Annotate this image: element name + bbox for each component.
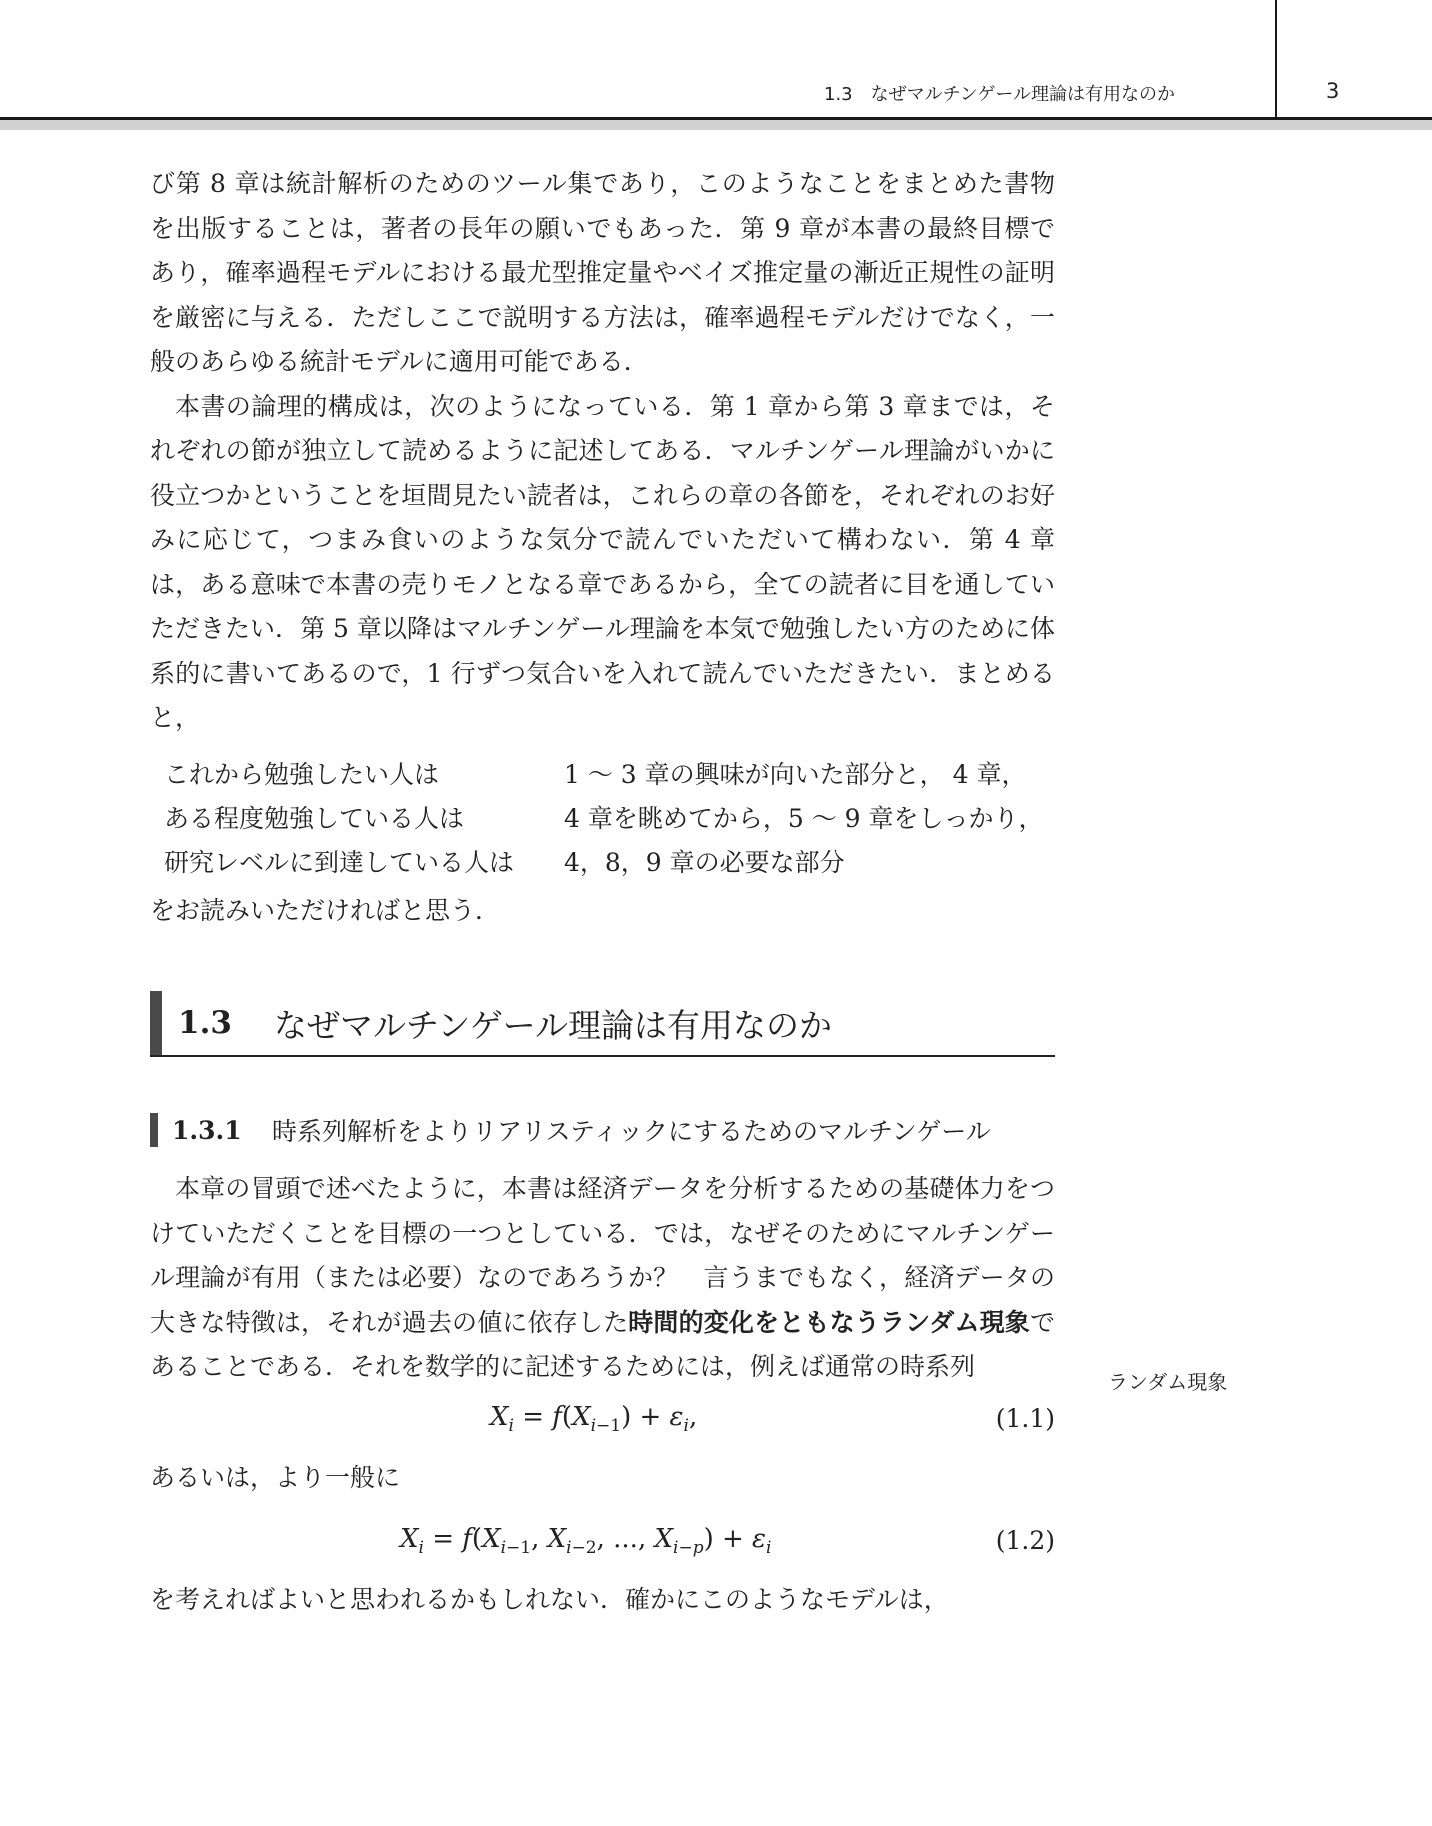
body-text: 本章の冒頭で述べたように，本書は経済データを分析するための基礎体力をつけていただくことを目標の一つとしている．では，なぜそのためにマルチンゲール理論が有用（または必要）なのであろうか？ 言うまでもなく，経済データの大きな特徴は，それが過去の値に依存した — [150, 1174, 1055, 1337]
equation-1-1 — [150, 1392, 1055, 1450]
margin-note: ランダム現象 — [1108, 1370, 1228, 1394]
equation-formula: $X_i = f(X_{i-1}) + \varepsilon_i$, — [490, 1401, 698, 1436]
table-row — [164, 795, 1044, 839]
equation-1-2 — [150, 1514, 1055, 1572]
table-row — [164, 839, 1044, 883]
section-heading — [150, 991, 1055, 1057]
section-number: 1.3 — [178, 1005, 232, 1041]
reader-guide-table — [164, 751, 1044, 883]
section-title: なぜマルチンゲール理論は有用なのか — [274, 1005, 833, 1045]
subsection-number: 1.3.1 — [172, 1115, 242, 1145]
header-divider — [1275, 0, 1277, 118]
body-paragraph-1 — [150, 1167, 1055, 1390]
recommended-chapters: 1 〜 3 章の興味が向いた部分と， 4 章， — [564, 759, 1027, 789]
reader-level: ある程度勉強している人は — [164, 803, 465, 833]
running-title: 1.3 なぜマルチンゲール理論は有用なのか — [824, 84, 1176, 105]
subsection-title: 時系列解析をよりリアリスティックにするためのマルチンゲール — [272, 1117, 991, 1146]
equation-number: (1.1) — [995, 1403, 1055, 1433]
intro-paragraph-1: び第 8 章は統計解析のためのツール集であり，このようなことをまとめた書物を出版することは，著者の長年の願いでもあった．第 9 章が本書の最終目標であり，確率過程モデルにおける最尤型推定量やベイズ推定量の漸近正規性の証明を厳密に与える．ただしここで説明する方法は，確率過程モデルだけでなく，一般のあらゆる統計モデルに適用可能である． — [150, 169, 1055, 376]
main-content — [150, 162, 1055, 1623]
intro-paragraph-2: 本書の論理的構成は，次のようになっている．第 1 章から第 3 章までは，それぞれの節が独立して読めるように記述してある．マルチンゲール理論がいかに役立つかということを垣間見たい読者は，これらの章の各節を，それぞれのお好みに応じて，つまみ食いのような気分で読んでいただいて構わない．第 4 章は，ある意味で本書の売りモノとなる章であるから，全ての読者に目を通していただきたい．第 5 章以降はマルチンゲール理論を本気で勉強したい方のために体系的に書いてあるので，1 行ずつ気合いを入れて読んでいただきたい．まとめると， — [150, 391, 1055, 732]
body-paragraph-3: を考えればよいと思われるかもしれない．確かにこのようなモデルは， — [150, 1585, 949, 1614]
recommended-chapters: 4，8，9 章の必要な部分 — [564, 847, 845, 877]
table-row — [164, 751, 1044, 795]
section-marker-bar — [150, 991, 162, 1055]
body-text: であることである．それを数学的に記述するためには，例えば通常の時系列 — [150, 1307, 1055, 1381]
reader-level: これから勉強したい人は — [164, 759, 440, 789]
header-band — [0, 120, 1432, 130]
recommended-chapters: 4 章を眺めてから，5 〜 9 章をしっかり， — [564, 803, 1044, 833]
intro-closing: をお読みいただければと思う． — [150, 895, 501, 925]
page-number: 3 — [1326, 79, 1340, 103]
subsection-heading — [150, 1113, 1055, 1147]
keyword-emphasis: 時間的変化をともなうランダム現象 — [628, 1307, 1030, 1337]
body-paragraph-2: あるいは，より一般に — [150, 1462, 401, 1492]
subsection-marker-bar — [150, 1113, 158, 1147]
equation-formula: $X_i = f(X_{i-1}$, $X_{i-2}$, ..., $X_{i-p}) + \varepsilon_i$ — [400, 1524, 772, 1559]
equation-number: (1.2) — [995, 1526, 1055, 1555]
reader-level: 研究レベルに到達している人は — [164, 847, 515, 877]
